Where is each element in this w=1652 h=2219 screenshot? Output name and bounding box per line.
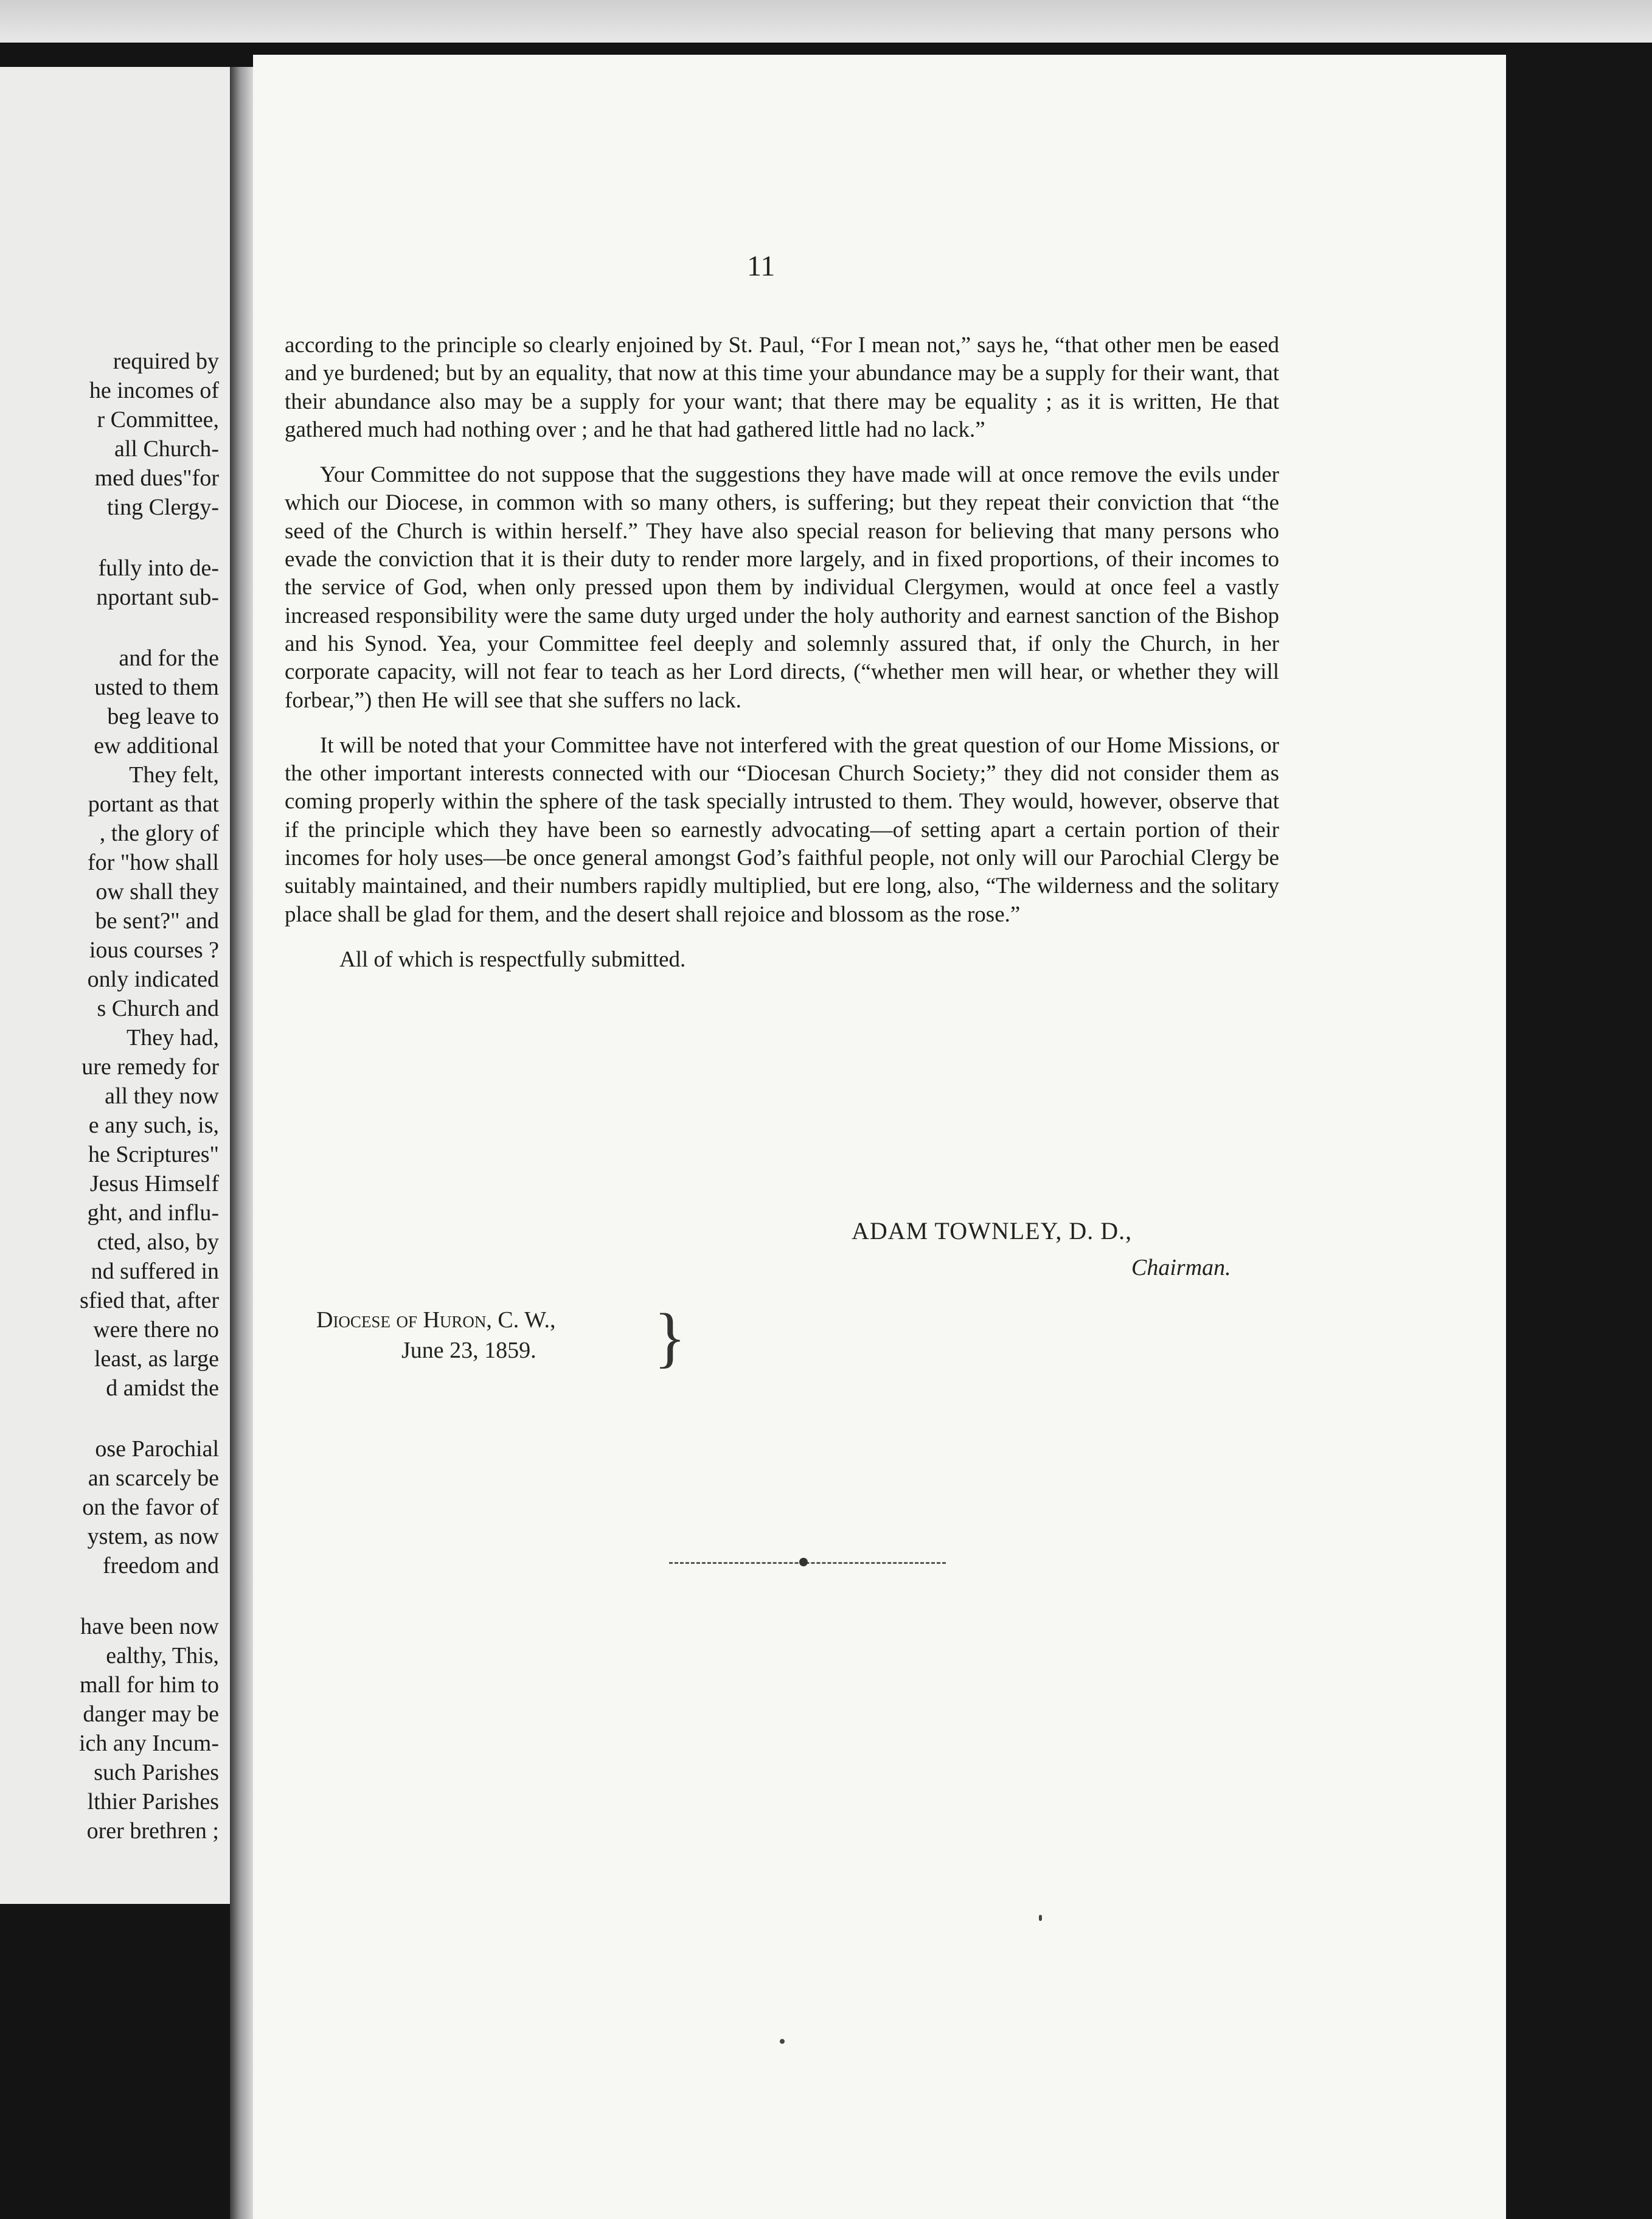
facing-page-line: such Parishes [94,1760,219,1785]
paragraph-2: Your Committee do not suppose that the suggestions they have made will at once remove the evils under which our Diocese, in common with so many others, is suffering; but they repeat their conviction that “the seed of the Church is within herself.” They have also special reason for believing that many persons who evade the conviction that it is their duty to render more largely, and in fixed proportions, of their incomes to the service of God, when only pressed upon them by individual Clergymen, would at once feel a vastly increased responsibility were the same duty urged under the holy authority and earnest sanction of the Bishop and his Synod. Yea, your Committee feel deeply and solemnly assured that, if only the Church, in her corporate capacity, will not fear to teach as her Lord directs, (“whether men will hear, or whether they will forbear,”) then He will see that she suffers no lack. [285,462,1279,713]
facing-page-line: all they now [105,1083,219,1109]
facing-page-line: They felt, [129,762,219,788]
body-text [285,332,1279,991]
facing-page-line: fully into de- [98,555,219,581]
facing-page-line: , the glory of [99,821,219,846]
facing-page-line: required by [113,349,219,374]
facing-page-line: he incomes of [89,378,219,403]
facing-page-line [3,1403,219,1434]
facing-page-line: only indicated [87,967,219,992]
facing-page-line [3,1580,219,1612]
facing-page-line: for "how shall [87,850,219,875]
facing-page-line: on the favor of [82,1495,219,1520]
brace-glyph: } [654,1300,686,1374]
paragraph-1: according to the principle so clearly enjoined by St. Paul, “For I mean not,” says he, “that other men be eased and ye burdened; but by an equality, that now at this time your abundance may be a supply for their want, that their abundance also may be a supply for your want; that there may be equality ; as it is written, He that gathered much had nothing over ; and he that had gathered little had no lack.” [285,333,1279,442]
facing-page-line: beg leave to [107,704,219,729]
page-number: 11 [747,250,776,282]
facing-page-line: sfied that, after [80,1288,219,1313]
facing-page-line: cted, also, by [97,1229,219,1255]
facing-page-line: ose Parochial [95,1436,219,1462]
facing-page-text [3,347,219,1846]
facing-page-line: ious courses ? [89,937,219,963]
scan-background-right [1506,49,1652,2219]
facing-page-line [3,612,219,644]
facing-page-line: be sent?" and [95,908,219,934]
facing-page-line: were there no [93,1317,219,1342]
facing-page-line: danger may be [83,1701,219,1727]
speck [1039,1915,1042,1921]
closing-line: All of which is respectfully submitted. [339,946,686,972]
facing-page-line: he Scriptures" [88,1142,219,1167]
facing-page-line: ich any Incum- [78,1731,219,1756]
facing-page-line: ealthy, This, [106,1643,219,1669]
facing-page-line: mall for him to [79,1672,219,1698]
facing-page-line: nportant sub- [96,585,219,610]
facing-page-line: usted to them [94,675,219,700]
facing-page-line: e any such, is, [88,1113,219,1138]
facing-page-line: least, as large [94,1346,219,1372]
ornament-dot [799,1558,808,1566]
paragraph-3: It will be noted that your Committee have not interfered with the great question of our Home Missions, or the other important interests connected with our “Diocesan Church Society;” they did not consider them as coming properly within the sphere of the task specially intrusted to them. They would, however, observe that if the principle which they have been so earnestly advocating—of setting apart a certain portion of their incomes for holy uses—be once general amongst God’s faithful people, not only will our Parochial Clergy be suitably maintained, and their numbers rapidly multiplied, but ere long, also, “The wilderness and the solitary place shall be glad for them, and the desert shall rejoice and blossom as the rose.” [285,732,1279,927]
facing-page-line: have been now [80,1614,219,1639]
facing-page-line: s Church and [97,996,219,1021]
facing-page-line: orer brethren ; [86,1818,219,1844]
facing-page-line: ure remedy for [82,1054,219,1080]
facing-page-line: and for the [119,645,219,671]
facing-page-line: ew additional [94,733,219,759]
facing-page-line: ystem, as now [87,1524,219,1549]
facing-page-line: r Committee, [97,407,219,432]
facing-page-line: portant as that [88,791,219,817]
facing-page-line: lthier Parishes [87,1789,219,1814]
facing-page-line: ting Clergy- [106,495,219,520]
location-block [316,1305,555,1366]
facing-page-line: ow shall they [95,879,219,905]
signature-role: Chairman. [1131,1255,1231,1280]
facing-page-line: an scarcely be [88,1465,219,1491]
location: Diocese of Huron, C. W., [316,1307,556,1333]
facing-page-left [0,67,230,1904]
facing-page-line: all Church- [114,436,219,462]
facing-page-line: med dues"for [94,465,219,491]
scan-edge-top [0,0,1652,43]
facing-page-line [3,522,219,554]
facing-page-line: They had, [127,1025,219,1050]
date: June 23, 1859. [401,1338,536,1363]
facing-page-line: nd suffered in [91,1259,219,1284]
speck [780,2039,785,2044]
signature-name: ADAM TOWNLEY, D. D., [852,1217,1133,1245]
facing-page-line: d amidst the [106,1375,219,1401]
facing-page-line: Jesus Himself [89,1171,219,1196]
facing-page-line: ght, and influ- [87,1200,219,1226]
facing-page-line: freedom and [103,1553,219,1578]
book-gutter [230,67,253,2219]
